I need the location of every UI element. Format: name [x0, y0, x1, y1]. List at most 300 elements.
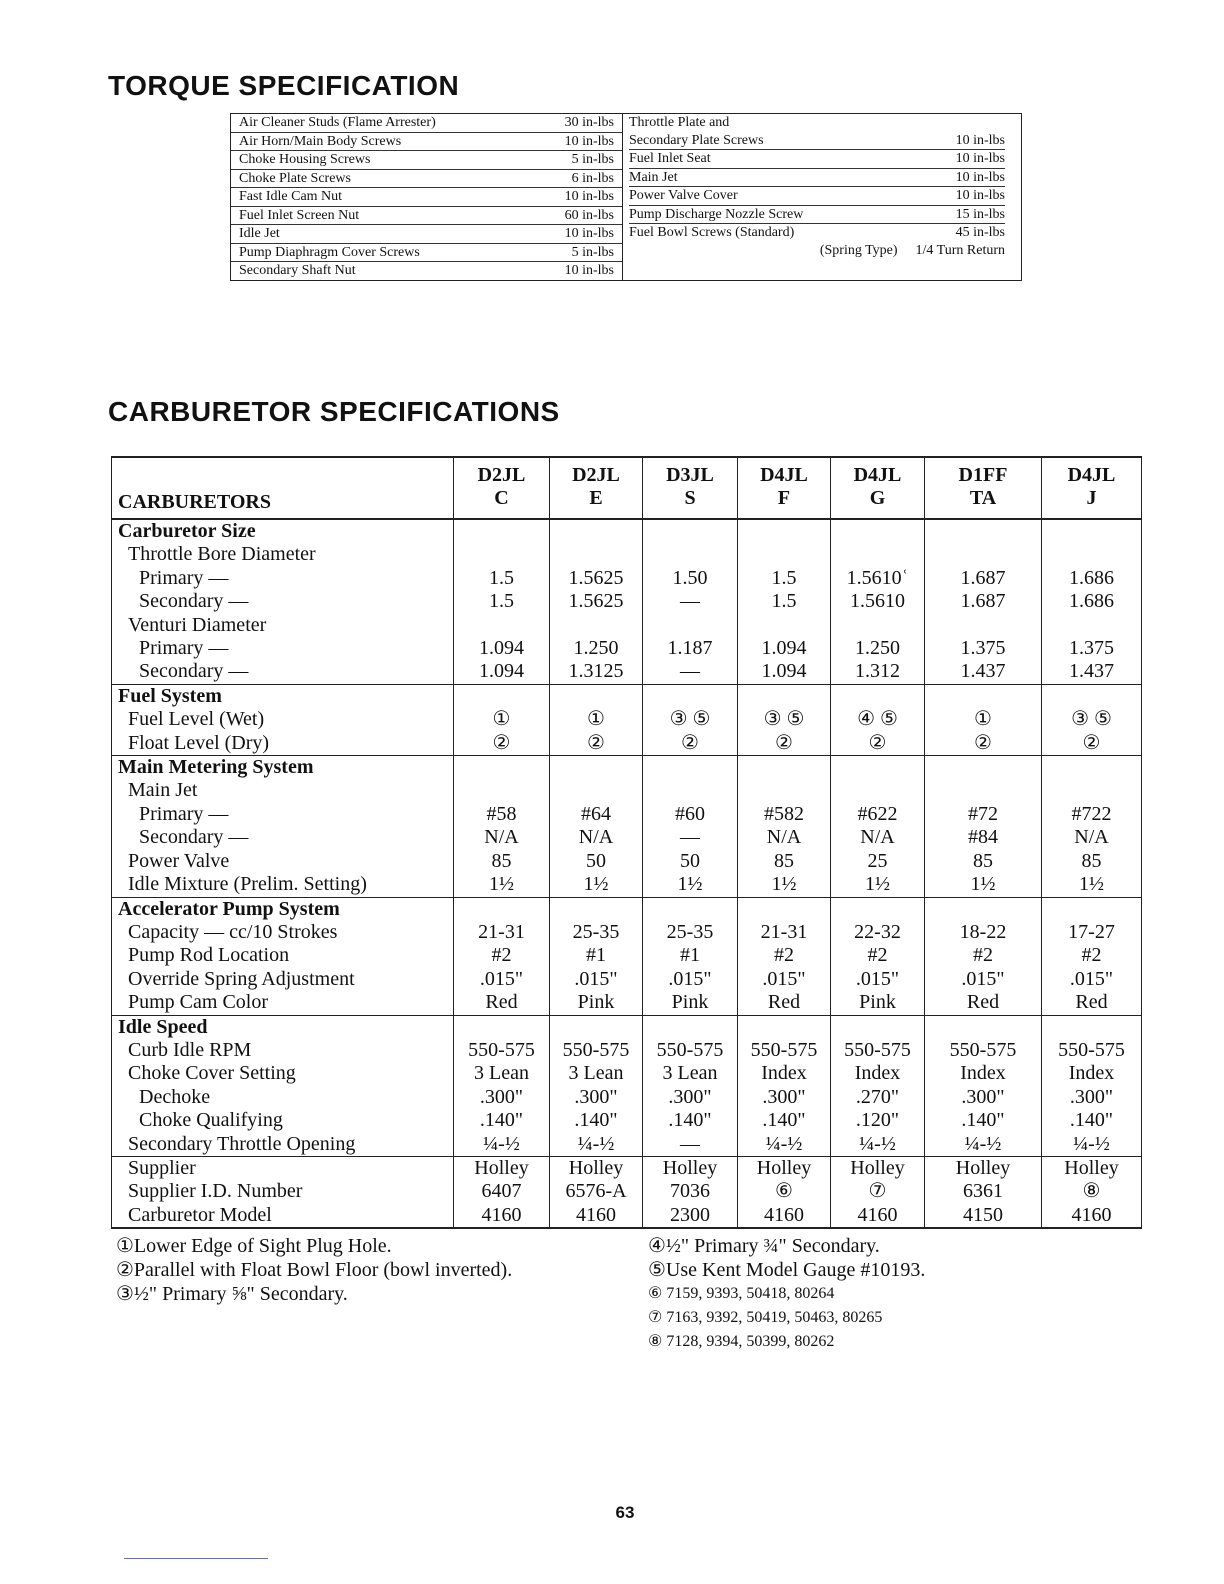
spec-value: #2: [925, 944, 1042, 967]
spec-value: Holley: [454, 1156, 550, 1180]
spec-value: [925, 756, 1042, 780]
spec-value: #722: [1042, 803, 1142, 826]
spec-section: [112, 756, 1142, 897]
spec-value: 3 Lean: [643, 1062, 738, 1085]
spec-label: Secondary —: [112, 590, 454, 613]
carburetor-column-header: [1042, 457, 1142, 519]
spec-value: 1.5610ʿ: [831, 567, 925, 590]
section-title: Accelerator Pump System: [112, 897, 454, 921]
spec-value: [643, 519, 738, 543]
torque-value: 30 in-lbs: [564, 115, 614, 130]
spec-value: 7036: [643, 1180, 738, 1203]
spec-value: 4160: [454, 1204, 550, 1228]
carburetors-header-label: CARBURETORS: [112, 457, 454, 519]
spec-value: .015": [831, 968, 925, 991]
footnote: ④½" Primary ¾" Secondary.: [648, 1235, 880, 1257]
spec-value: 3 Lean: [550, 1062, 643, 1085]
spec-value: [831, 543, 925, 566]
spec-value: ①: [550, 708, 643, 731]
spec-row: [112, 614, 1142, 637]
spec-value: .140": [1042, 1109, 1142, 1132]
spec-value: #84: [925, 826, 1042, 849]
spec-label: Pump Rod Location: [112, 944, 454, 967]
spec-row: [112, 1180, 1142, 1203]
column-model: D1FF: [958, 464, 1008, 486]
spec-value: .015": [550, 968, 643, 991]
spec-value: [1042, 543, 1142, 566]
spec-value: —: [643, 826, 738, 849]
spec-value: [454, 897, 550, 921]
spec-value: 25: [831, 850, 925, 873]
torque-item: Choke Housing Screws: [239, 152, 371, 167]
spec-value: ⑦: [831, 1180, 925, 1203]
spec-label: Curb Idle RPM: [112, 1039, 454, 1062]
spec-row: [112, 850, 1142, 873]
carburetor-title: CARBURETOR SPECIFICATIONS: [108, 396, 560, 427]
spec-value: [1042, 519, 1142, 543]
column-variant: F: [777, 487, 791, 509]
torque-value: 45 in-lbs: [955, 225, 1005, 240]
spec-value: #2: [1042, 944, 1142, 967]
torque-value: 10 in-lbs: [564, 226, 614, 241]
spec-value: .015": [738, 968, 831, 991]
spec-value: ⑥: [738, 1180, 831, 1203]
footnote: ③½" Primary ⅝" Secondary.: [116, 1283, 348, 1305]
spec-value: [738, 684, 831, 708]
spec-value: [643, 779, 738, 802]
spec-value: 1.250: [550, 637, 643, 660]
spec-value: ¼-½: [738, 1133, 831, 1157]
spec-row: [112, 519, 1142, 543]
spec-row: [112, 991, 1142, 1015]
spec-value: 25-35: [550, 921, 643, 944]
spec-value: ⑧: [1042, 1180, 1142, 1203]
spec-value: 18-22: [925, 921, 1042, 944]
spec-row: [112, 826, 1142, 849]
spec-value: .015": [643, 968, 738, 991]
spec-value: 21-31: [454, 921, 550, 944]
spec-value: 85: [925, 850, 1042, 873]
spec-value: [738, 543, 831, 566]
spec-value: 1.5625: [550, 567, 643, 590]
spec-value: 1.187: [643, 637, 738, 660]
spec-value: [1042, 614, 1142, 637]
spec-value: 21-31: [738, 921, 831, 944]
torque-title: TORQUE SPECIFICATION: [108, 70, 460, 101]
spec-value: .140": [454, 1109, 550, 1132]
spec-row: [112, 1086, 1142, 1109]
spec-value: Holley: [643, 1156, 738, 1180]
spec-value: 1½: [925, 873, 1042, 897]
spec-value: ③ ⑤: [643, 708, 738, 731]
footnote: ①Lower Edge of Sight Plug Hole.: [116, 1235, 392, 1257]
spec-value: [738, 614, 831, 637]
spec-value: [738, 779, 831, 802]
torque-row: [231, 244, 622, 263]
spec-label: Choke Cover Setting: [112, 1062, 454, 1085]
torque-value: 6 in-lbs: [571, 170, 614, 186]
spec-value: [550, 779, 643, 802]
spec-value: [738, 1015, 831, 1039]
spec-value: [643, 756, 738, 780]
spec-value: [738, 519, 831, 543]
section-title: Idle Speed: [112, 1015, 454, 1039]
spec-value: 1.3125: [550, 660, 643, 684]
spec-value: 1.5: [738, 567, 831, 590]
spec-value: 50: [550, 850, 643, 873]
spec-value: #58: [454, 803, 550, 826]
spec-value: 1.437: [1042, 660, 1142, 684]
spec-value: .300": [738, 1086, 831, 1109]
spec-value: [831, 779, 925, 802]
spec-label: Supplier I.D. Number: [112, 1180, 454, 1203]
spec-value: 1.50: [643, 567, 738, 590]
spec-value: [738, 756, 831, 780]
spec-value: 1.686: [1042, 567, 1142, 590]
spec-row: [112, 779, 1142, 802]
spec-label: Main Jet: [112, 779, 454, 802]
spec-value: 6576-A: [550, 1180, 643, 1203]
spec-value: [1042, 897, 1142, 921]
torque-item: Air Horn/Main Body Screws: [239, 133, 402, 149]
torque-row: [231, 262, 622, 280]
torque-value: 10 in-lbs: [564, 263, 614, 278]
spec-row: [112, 1133, 1142, 1157]
spec-row: [112, 1015, 1142, 1039]
spec-value: .015": [454, 968, 550, 991]
spec-label: Throttle Bore Diameter: [112, 543, 454, 566]
column-model: D3JL: [666, 464, 714, 486]
spec-value: ④ ⑤: [831, 708, 925, 731]
notes-right: [648, 1234, 925, 1354]
spec-value: Red: [925, 991, 1042, 1015]
spec-value: #60: [643, 803, 738, 826]
torque-item: Pump Diaphragm Cover Screws: [239, 244, 420, 260]
torque-left-column: [231, 114, 623, 280]
spec-value: 4160: [738, 1204, 831, 1228]
spec-value: 1.437: [925, 660, 1042, 684]
torque-value: 60 in-lbs: [564, 207, 614, 223]
spec-value: ②: [454, 732, 550, 756]
spec-value: .015": [1042, 968, 1142, 991]
spec-value: ②: [643, 732, 738, 756]
section-title: Carburetor Size: [112, 519, 454, 543]
spec-value: Holley: [831, 1156, 925, 1180]
torque-row: [231, 207, 622, 226]
spec-value: 1.687: [925, 567, 1042, 590]
spec-value: 550-575: [831, 1039, 925, 1062]
torque-row: [231, 225, 622, 244]
spec-row: [112, 1109, 1142, 1132]
spec-value: ②: [738, 732, 831, 756]
spec-value: Pink: [550, 991, 643, 1015]
spec-label: Pump Cam Color: [112, 991, 454, 1015]
spec-value: [454, 519, 550, 543]
torque-value: 10 in-lbs: [955, 188, 1005, 203]
spec-row: [112, 1204, 1142, 1228]
spec-value: 1.094: [738, 660, 831, 684]
torque-row: [629, 187, 1005, 206]
spec-value: 4160: [831, 1204, 925, 1228]
spec-row: [112, 944, 1142, 967]
torque-row: [231, 188, 622, 207]
spec-value: 50: [643, 850, 738, 873]
carburetor-column-header: [550, 457, 643, 519]
spec-value: .300": [925, 1086, 1042, 1109]
spec-value: [550, 756, 643, 780]
spec-value: Red: [1042, 991, 1142, 1015]
spec-value: [925, 897, 1042, 921]
spec-value: 4150: [925, 1204, 1042, 1228]
torque-item: Power Valve Cover: [629, 188, 738, 203]
spec-value: #2: [831, 944, 925, 967]
spec-value: #2: [454, 944, 550, 967]
carburetor-column-header: [454, 457, 550, 519]
spec-value: 1.5: [738, 590, 831, 613]
spec-value: ③ ⑤: [738, 708, 831, 731]
spec-value: [550, 897, 643, 921]
spec-value: 550-575: [454, 1039, 550, 1062]
spec-value: [1042, 779, 1142, 802]
spec-value: [1042, 1015, 1142, 1039]
torque-item: (Spring Type): [819, 242, 898, 258]
torque-right-column: [623, 114, 1021, 280]
spec-section: [112, 1015, 1142, 1156]
spec-value: [550, 684, 643, 708]
spec-value: 2300: [643, 1204, 738, 1228]
carburetor-table: [111, 456, 1142, 1229]
spec-value: .015": [925, 968, 1042, 991]
spec-value: [925, 543, 1042, 566]
spec-row: [112, 1039, 1142, 1062]
spec-value: [925, 1015, 1042, 1039]
spec-label: Primary —: [112, 803, 454, 826]
torque-row: [629, 206, 1005, 225]
spec-row: [112, 873, 1142, 897]
spec-value: N/A: [831, 826, 925, 849]
column-model: D2JL: [477, 464, 526, 486]
spec-value: [831, 684, 925, 708]
torque-row: [629, 242, 1005, 260]
footnote: ⑤Use Kent Model Gauge #10193.: [648, 1259, 926, 1281]
spec-value: ②: [550, 732, 643, 756]
spec-row: [112, 732, 1142, 756]
torque-row: [231, 170, 622, 189]
spec-label: Override Spring Adjustment: [112, 968, 454, 991]
spec-value: ②: [925, 732, 1042, 756]
spec-value: [454, 779, 550, 802]
notes-left: [116, 1234, 512, 1306]
spec-value: .270": [831, 1086, 925, 1109]
spec-value: N/A: [1042, 826, 1142, 849]
column-model: D4JL: [760, 464, 808, 486]
spec-value: Holley: [1042, 1156, 1142, 1180]
torque-item: Secondary Plate Screws: [629, 132, 764, 148]
torque-value: 10 in-lbs: [955, 169, 1005, 185]
spec-value: 1.094: [454, 637, 550, 660]
spec-value: 6361: [925, 1180, 1042, 1203]
spec-value: 550-575: [738, 1039, 831, 1062]
torque-value: 5 in-lbs: [571, 244, 614, 260]
spec-row: [112, 897, 1142, 921]
spec-value: [454, 614, 550, 637]
torque-item: Main Jet: [629, 169, 678, 185]
torque-value: 15 in-lbs: [955, 206, 1005, 222]
spec-label: Primary —: [112, 567, 454, 590]
spec-value: Index: [831, 1062, 925, 1085]
spec-value: ②: [1042, 732, 1142, 756]
spec-value: #72: [925, 803, 1042, 826]
carburetor-column-header: [831, 457, 925, 519]
spec-value: Red: [454, 991, 550, 1015]
spec-row: [112, 803, 1142, 826]
torque-row: [231, 133, 622, 152]
spec-value: 1.094: [454, 660, 550, 684]
spec-value: 550-575: [1042, 1039, 1142, 1062]
spec-value: [831, 614, 925, 637]
spec-value: [643, 1015, 738, 1039]
section-title: Fuel System: [112, 684, 454, 708]
footnote-part-numbers: ⑧ 7128, 9394, 50399, 80262: [648, 1333, 835, 1350]
spec-value: .120": [831, 1109, 925, 1132]
section-title: Main Metering System: [112, 756, 454, 780]
torque-row: [629, 114, 1005, 132]
column-variant: TA: [969, 487, 997, 509]
spec-value: 1.375: [1042, 637, 1142, 660]
spec-value: 1.687: [925, 590, 1042, 613]
column-model: D2JL: [572, 464, 620, 486]
torque-value: 1/4 Turn Return: [915, 242, 1005, 258]
spec-value: Index: [738, 1062, 831, 1085]
torque-row: [629, 169, 1005, 188]
spec-value: #622: [831, 803, 925, 826]
spec-value: ¼-½: [925, 1133, 1042, 1157]
spec-row: [112, 660, 1142, 684]
spec-value: 1.5610: [831, 590, 925, 613]
spec-label: Venturi Diameter: [112, 614, 454, 637]
spec-value: 1½: [550, 873, 643, 897]
spec-value: .140": [643, 1109, 738, 1132]
spec-label: Secondary —: [112, 826, 454, 849]
spec-value: 1.5625: [550, 590, 643, 613]
spec-value: [1042, 756, 1142, 780]
spec-value: 550-575: [925, 1039, 1042, 1062]
column-model: D4JL: [853, 464, 902, 486]
spec-value: [550, 1015, 643, 1039]
torque-item: Air Cleaner Studs (Flame Arrester): [239, 115, 436, 130]
spec-value: [831, 756, 925, 780]
spec-value: 4160: [550, 1204, 643, 1228]
spec-value: Holley: [738, 1156, 831, 1180]
spec-value: [454, 543, 550, 566]
spec-label: Secondary Throttle Opening: [112, 1133, 454, 1157]
spec-value: .300": [1042, 1086, 1142, 1109]
spec-value: [925, 614, 1042, 637]
spec-value: 22-32: [831, 921, 925, 944]
spec-section: [112, 1156, 1142, 1228]
spec-value: ¼-½: [454, 1133, 550, 1157]
torque-item: Fuel Bowl Screws (Standard): [629, 225, 795, 240]
spec-value: 4160: [1042, 1204, 1142, 1228]
spec-value: [925, 684, 1042, 708]
spec-label: Carburetor Model: [112, 1204, 454, 1228]
spec-row: [112, 1062, 1142, 1085]
spec-value: 25-35: [643, 921, 738, 944]
spec-value: Index: [925, 1062, 1042, 1085]
spec-value: [738, 897, 831, 921]
carburetor-column-header: [925, 457, 1042, 519]
spec-row: [112, 708, 1142, 731]
spec-value: ②: [831, 732, 925, 756]
spec-label: Supplier: [112, 1156, 454, 1180]
spec-value: Holley: [925, 1156, 1042, 1180]
torque-item: Fast Idle Cam Nut: [239, 189, 343, 204]
spec-value: .300": [643, 1086, 738, 1109]
spec-value: [831, 897, 925, 921]
torque-value: 10 in-lbs: [955, 151, 1005, 166]
torque-item: Fuel Inlet Seat: [629, 151, 711, 166]
spec-value: 1.5: [454, 590, 550, 613]
spec-value: 85: [454, 850, 550, 873]
spec-label: Choke Qualifying: [112, 1109, 454, 1132]
spec-value: 17-27: [1042, 921, 1142, 944]
torque-row: [629, 224, 1005, 242]
spec-value: .300": [454, 1086, 550, 1109]
spec-value: [831, 519, 925, 543]
spec-section: [112, 684, 1142, 755]
spec-value: 1.686: [1042, 590, 1142, 613]
spec-value: ①: [454, 708, 550, 731]
spec-label: Primary —: [112, 637, 454, 660]
spec-value: 1.5: [454, 567, 550, 590]
spec-value: #1: [550, 944, 643, 967]
spec-value: 85: [738, 850, 831, 873]
torque-row: [231, 151, 622, 170]
spec-value: .140": [738, 1109, 831, 1132]
spec-value: ③ ⑤: [1042, 708, 1142, 731]
spec-value: 1½: [738, 873, 831, 897]
spec-value: [925, 779, 1042, 802]
spec-row: [112, 567, 1142, 590]
spec-label: Idle Mixture (Prelim. Setting): [112, 873, 454, 897]
spec-value: 1.094: [738, 637, 831, 660]
spec-value: 1.250: [831, 637, 925, 660]
footer-line: [124, 1558, 268, 1559]
carburetor-header-row: [112, 457, 1142, 519]
spec-row: [112, 543, 1142, 566]
spec-value: 1.375: [925, 637, 1042, 660]
column-model: D4JL: [1067, 464, 1116, 486]
spec-row: [112, 590, 1142, 613]
torque-value: 5 in-lbs: [571, 152, 614, 167]
spec-value: #64: [550, 803, 643, 826]
spec-value: 3 Lean: [454, 1062, 550, 1085]
torque-row: [231, 114, 622, 133]
column-variant: G: [869, 487, 886, 509]
spec-value: Red: [738, 991, 831, 1015]
spec-value: [454, 684, 550, 708]
torque-table: [230, 113, 1022, 281]
torque-row: [629, 150, 1005, 169]
spec-value: [643, 614, 738, 637]
spec-label: Capacity — cc/10 Strokes: [112, 921, 454, 944]
spec-row: [112, 921, 1142, 944]
spec-value: [454, 756, 550, 780]
spec-section: [112, 519, 1142, 684]
spec-value: #582: [738, 803, 831, 826]
spec-value: [550, 519, 643, 543]
spec-value: [1042, 684, 1142, 708]
